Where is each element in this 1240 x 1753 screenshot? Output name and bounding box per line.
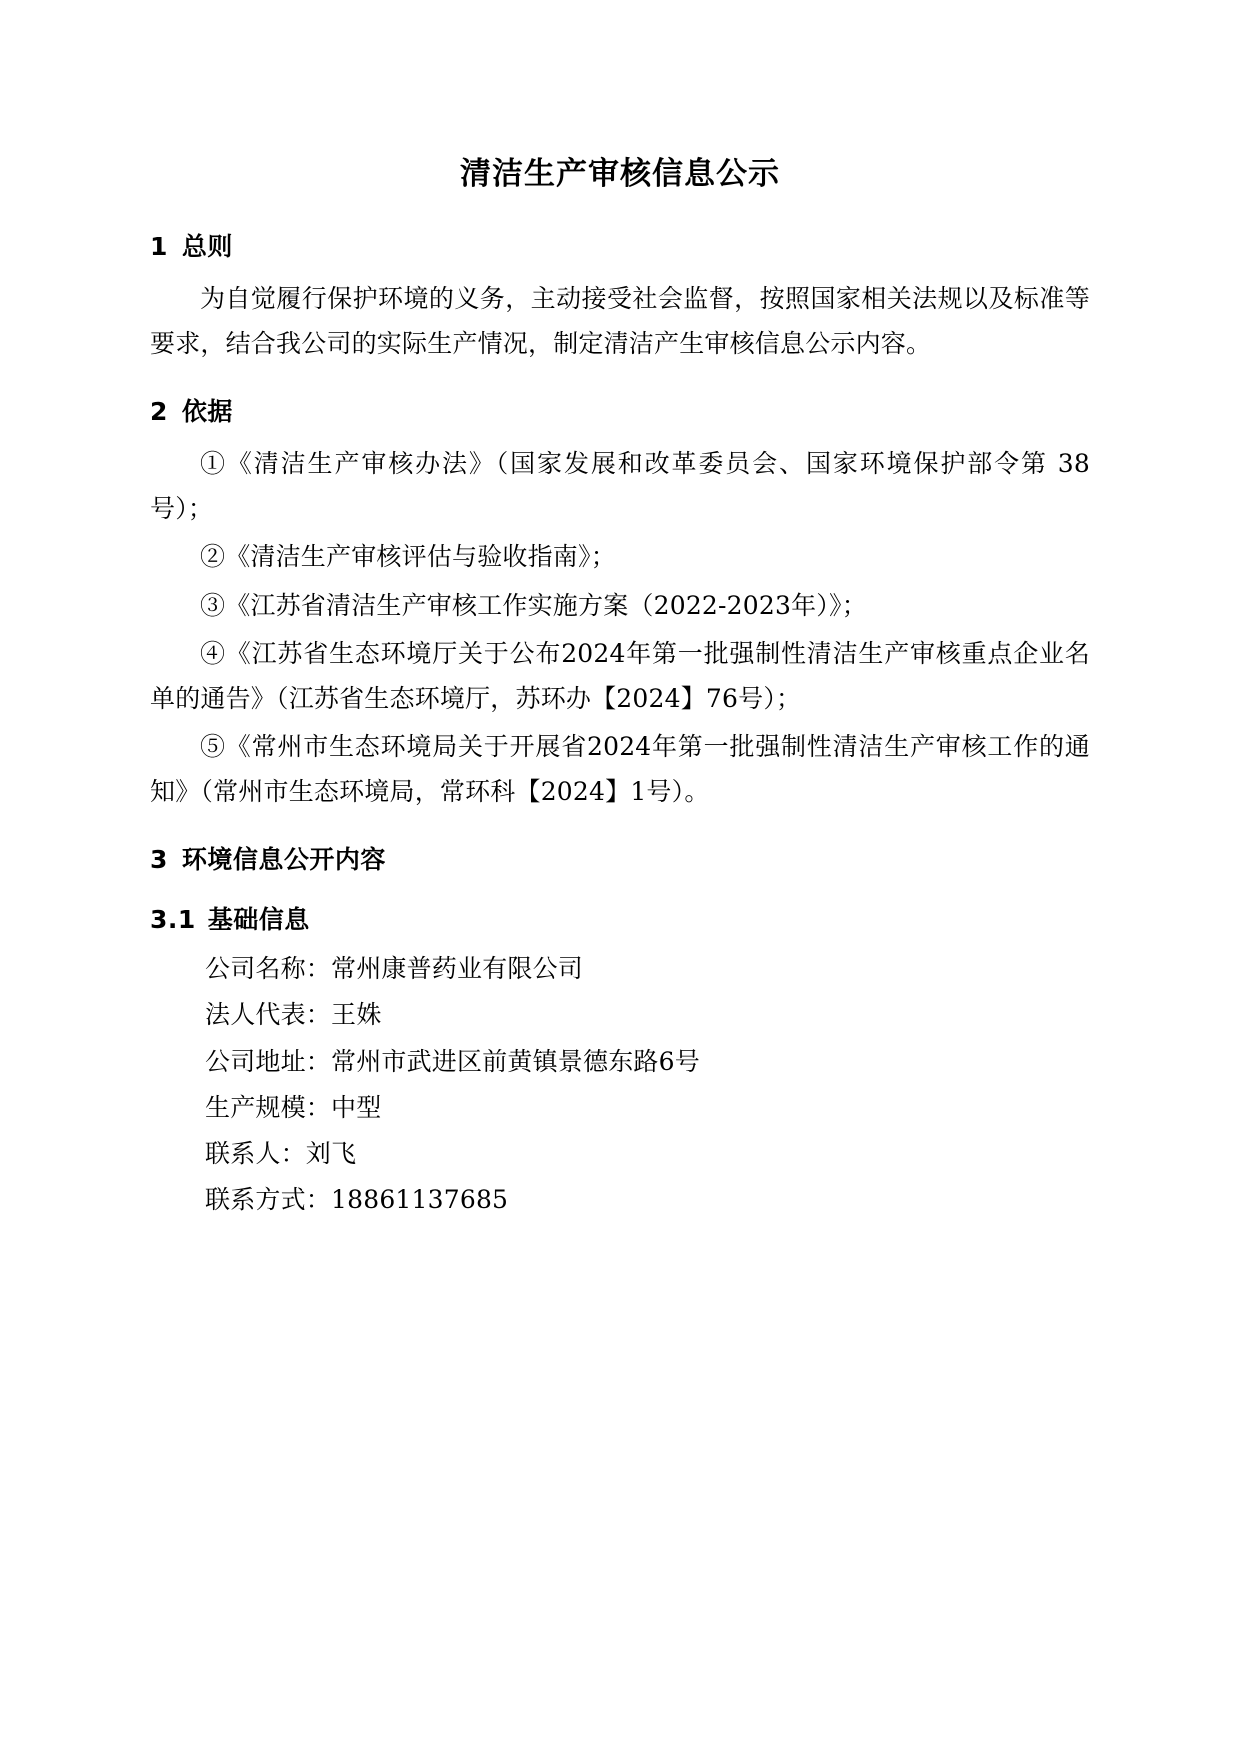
list-item: 公司名称：常州康普药业有限公司 [205,954,584,983]
list-item: 联系人：刘飞 [205,1139,357,1168]
section-2-paragraph-4: ④《江苏省生态环境厅关于公布2024年第一批强制性清洁生产审核重点企业名单的通告》（江苏省生态环境厅，苏环办【2024】76号）； [150,639,1090,713]
section-heading-1 [150,227,1090,263]
list-item: 法人代表：王姝 [205,1000,382,1030]
section-1-paragraph-1: 为自觉履行保护环境的义务，主动接受社会监督，按照国家相关法规以及标准等要求，结合我公司的实际生产情况，制定清洁产生审核信息公示内容。 [150,284,1090,358]
section-number-3: 3 [150,845,168,874]
section-number-2: 2 [150,397,168,426]
section-heading-3 [150,840,1090,876]
list-item: 生产规模：中型 [205,1092,382,1122]
section-2-paragraph-1: ①《清洁生产审核办法》（国家发展和改革委员会、国家环境保护部令第 38 号）； [150,449,1090,523]
section-title-3: 环境信息公开内容 [181,845,386,874]
section-2-paragraph-2: ②《清洁生产审核评估与验收指南》； [200,542,616,571]
section-title-1: 总则 [181,232,233,261]
list-item: 联系方式：18861137685 [205,1185,509,1215]
basic-info-list [150,946,1090,1224]
subsection-heading-3-1 [150,900,1090,936]
list-item: 公司地址：常州市武进区前黄镇景德东路6号 [205,1046,700,1076]
section-heading-2 [150,392,1090,428]
section-2-paragraph-3: ③《江苏省清洁生产审核工作实施方案（2022-2023年）》； [200,590,867,620]
subsection-number-3-1: 3.1 [150,905,196,934]
section-title-2: 依据 [181,397,233,426]
subsection-title-3-1: 基础信息 [207,905,310,934]
page-title: 清洁生产审核信息公示 [460,156,780,192]
section-number-1: 1 [150,232,168,261]
section-2-paragraph-5: ⑤《常州市生态环境局关于开展省2024年第一批强制性清洁生产审核工作的通知》（常州市生态环境局，常环科【2024】1号）。 [150,732,1090,806]
